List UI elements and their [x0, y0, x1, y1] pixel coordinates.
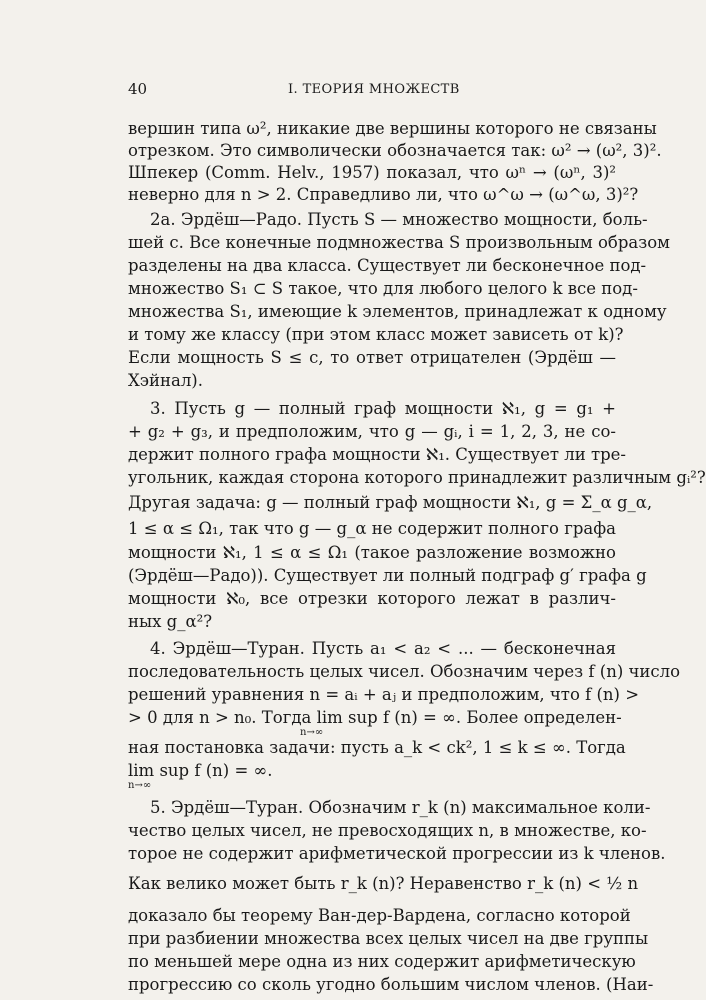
text-line: множества S₁, имеющие k элементов, принадлежат к одному — [128, 302, 667, 321]
text-line: 2а. Эрдёш—Радо. Пусть S — множество мощности, боль- — [150, 210, 648, 229]
text-line: (Эрдёш—Радо)). Существует ли полный подграф g′ графа g — [128, 566, 647, 585]
limit-subscript: n→∞ — [128, 780, 152, 791]
text-line: мощности ℵ₁, 1 ≤ α ≤ Ω₁ (такое разложение возможно — [128, 543, 616, 562]
text-line: ная постановка задачи: пусть a_k < ck², 1 ≤ k ≤ ∞. Тогда — [128, 738, 626, 757]
text-line: держит полного графа мощности ℵ₁. Существует ли тре- — [128, 445, 626, 464]
text-line: последовательность целых чисел. Обозначим через f (n) число — [128, 662, 681, 681]
text-line: шей c. Все конечные подмножества S произвольным образом — [128, 233, 671, 252]
limit-subscript: n→∞ — [300, 727, 324, 738]
text-line: множество S₁ ⊂ S такое, что для любого целого k все под- — [128, 279, 638, 298]
text-line: Хэйнал). — [128, 371, 203, 390]
text-line: торое не содержит арифметической прогрессии из k членов. — [128, 844, 666, 863]
text-line: ных g_α²? — [128, 612, 213, 631]
page-number: 40 — [128, 80, 148, 98]
text-line: угольник, каждая сторона которого принадлежит различным gᵢ²? — [128, 468, 706, 487]
text-line: решений уравнения n = aᵢ + aⱼ и предположим, что f (n) > — [128, 685, 640, 704]
text-line: прогрессию со сколь угодно большим числом членов. (Наи- — [128, 975, 654, 994]
text-line: Если мощность S ≤ c, то ответ отрицателен (Эрдёш — — [128, 348, 616, 367]
running-header: I. ТЕОРИЯ МНОЖЕСТВ — [288, 82, 460, 97]
text-line: мощности ℵ₀, все отрезки которого лежат в различ- — [128, 589, 616, 608]
text-line: > 0 для n > n₀. Тогда lim sup f (n) = ∞. Более определен- — [128, 708, 622, 727]
text-line: доказало бы теорему Ван-дер-Вардена, согласно которой — [128, 906, 631, 925]
text-line: lim sup f (n) = ∞. — [128, 761, 273, 780]
text-line: 4. Эрдёш—Туран. Пусть a₁ < a₂ < ... — бесконечная — [150, 639, 616, 658]
text-line: Другая задача: g — полный граф мощности ℵ₁, g = Σ_α g_α, — [128, 493, 653, 512]
text-line: по меньшей мере одна из них содержит арифметическую — [128, 952, 636, 971]
text-line: при разбиении множества всех целых чисел на две группы — [128, 929, 649, 948]
text-line: 1 ≤ α ≤ Ω₁, так что g — g_α не содержит полного графа — [128, 519, 616, 538]
text-line: отрезком. Это символически обозначается так: ω² → (ω², 3)². — [128, 141, 662, 160]
text-line: неверно для n > 2. Справедливо ли, что ω^ω → (ω^ω, 3)²? — [128, 185, 639, 204]
text-line: вершин типа ω², никакие две вершины которого не связаны — [128, 119, 657, 138]
text-line: чество целых чисел, не превосходящих n, в множестве, ко- — [128, 821, 647, 840]
text-line: и тому же классу (при этом класс может зависеть от k)? — [128, 325, 624, 344]
text-line: 5. Эрдёш—Туран. Обозначим r_k (n) максимальное коли- — [150, 798, 651, 817]
text-line: Как велико может быть r_k (n)? Неравенство r_k (n) < ½ n — [128, 874, 639, 893]
text-line: + g₂ + g₃, и предположим, что g — gᵢ, i = 1, 2, 3, не со- — [128, 422, 616, 441]
text-line: Шпекер (Comm. Helv., 1957) показал, что ωⁿ → (ωⁿ, 3)² — [128, 163, 616, 182]
text-line: 3. Пусть g — полный граф мощности ℵ₁, g = g₁ + — [150, 399, 616, 418]
page-header — [128, 80, 616, 104]
text-line: разделены на два класса. Существует ли бесконечное под- — [128, 256, 647, 275]
